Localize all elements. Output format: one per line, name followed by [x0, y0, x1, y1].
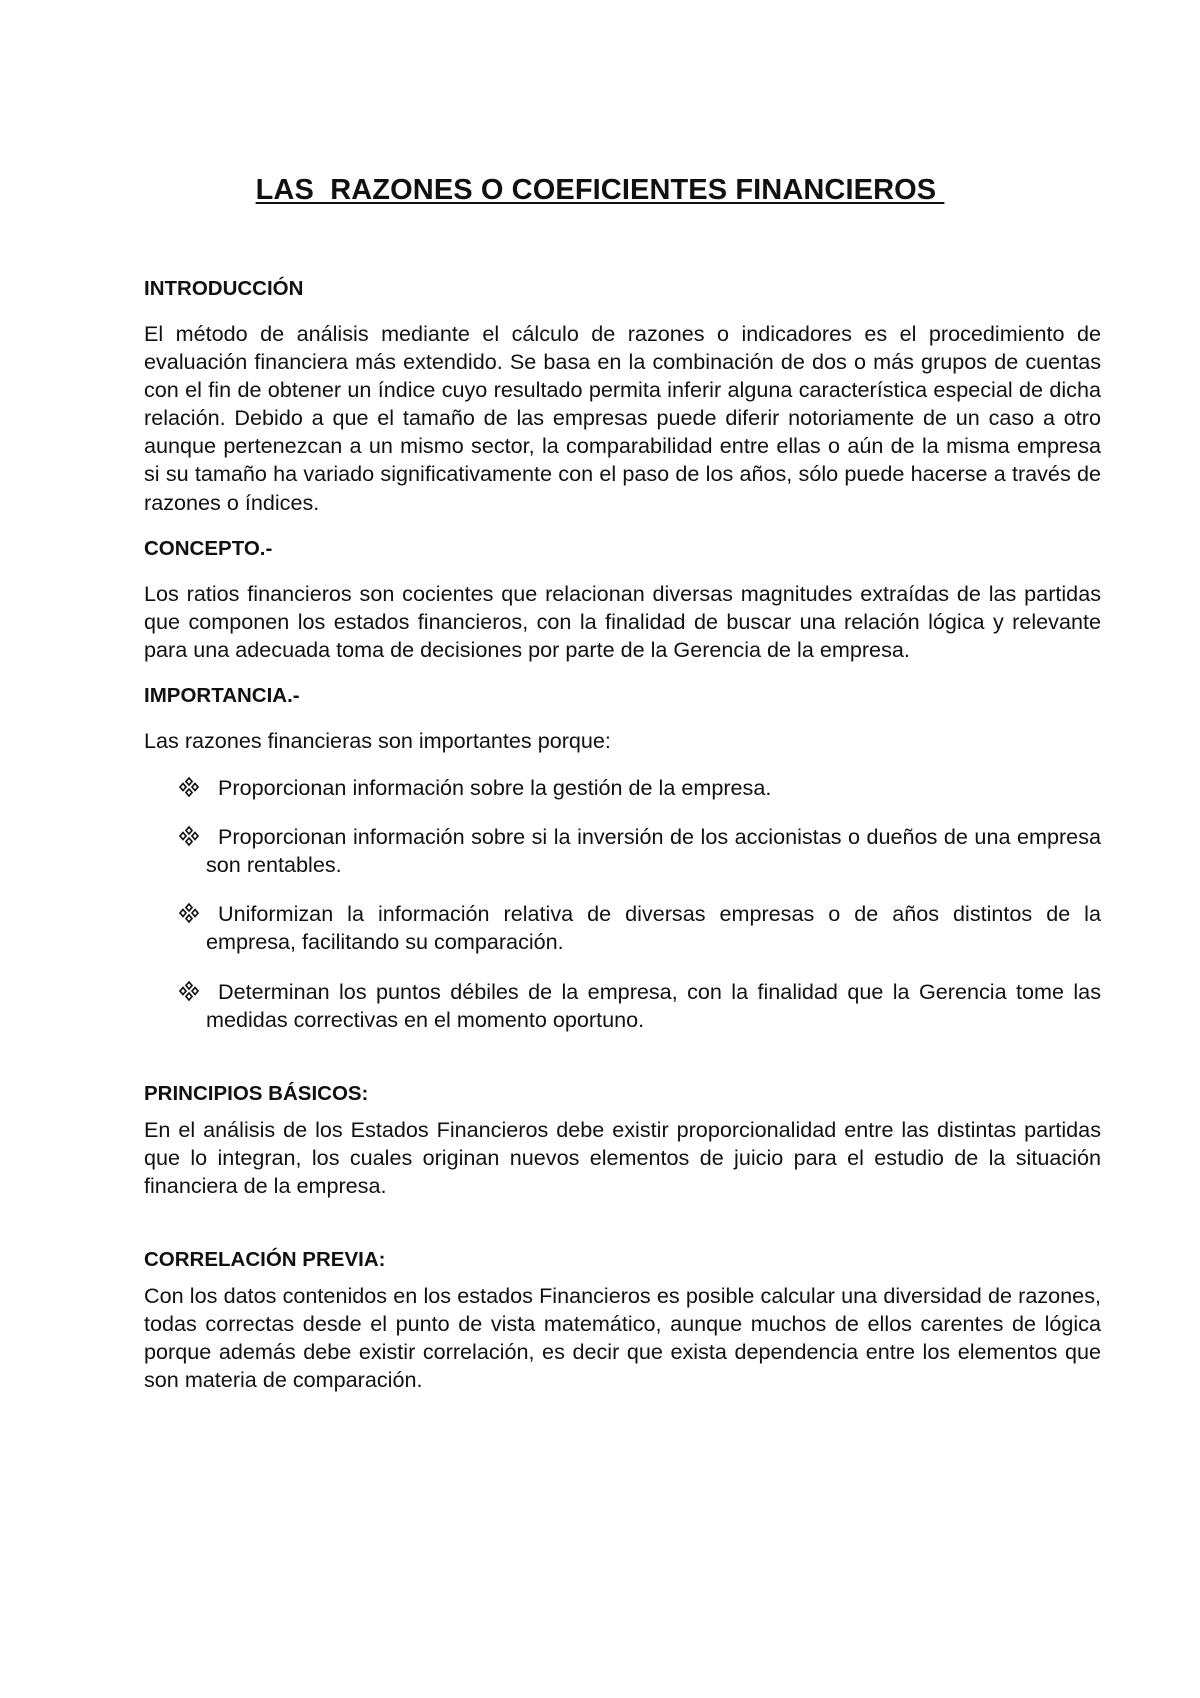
- bullet-text: Proporcionan información sobre la gestión de la empresa.: [218, 775, 772, 801]
- heading-principios: PRINCIPIOS BÁSICOS:: [144, 1081, 369, 1105]
- four-diamond-bullet-icon: [178, 775, 200, 799]
- four-diamond-bullet-icon: [178, 824, 200, 848]
- list-item: [144, 900, 1101, 956]
- bullet-text: Proporcionan información sobre si la inversión de los accionistas o dueños de una empresa son rentables.: [206, 824, 1101, 878]
- paragraph-importancia-intro: Las razones financieras son importantes porque:: [144, 727, 611, 753]
- bullet-text: Determinan los puntos débiles de la empresa, con la finalidad que la Gerencia tome las medidas correctivas en el momento oportuno.: [206, 978, 1101, 1032]
- list-item: [144, 978, 1101, 1034]
- four-diamond-bullet-icon: [178, 901, 200, 925]
- document-body: [144, 275, 1101, 1394]
- paragraph-concepto: Los ratios financieros son cocientes que relacionan diversas magnitudes extraídas de las partidas que componen los estados financieros, con la finalidad de buscar una relación lógica y relevante para una adecuada toma de decisiones por parte de la Gerencia de la empresa.: [144, 580, 1101, 662]
- paragraph-introduccion: El método de análisis mediante el cálculo de razones o indicadores es el procedimiento de evaluación financiera más extendido. Se basa en la combinación de dos o más grupos de cuentas con el fin de obtener un índice cuyo resultado permita inferir alguna característica especial de dicha relación. Debido a que el tamaño de las empresas puede diferir notoriamente de un caso a otro aunque pertenezcan a un mismo sector, la comparabilidad entre ellas o aún de la misma empresa si su tamaño ha variado significativamente con el paso de los años, sólo puede hacerse a través de razones o índices.: [144, 321, 1101, 515]
- paragraph-correlacion: Con los datos contenidos en los estados Financieros es posible calcular una diversidad de razones, todas correctas desde el punto de vista matemático, aunque muchos de ellos carentes de lógica porque además debe existir correlación, es decir que exista dependencia entre los elementos que son materia de comparación.: [144, 1282, 1101, 1393]
- four-diamond-bullet-icon: [178, 979, 200, 1003]
- list-item: [144, 774, 1101, 802]
- document-title: LAS RAZONES O COEFICIENTES FINANCIEROS: [255, 174, 945, 206]
- importancia-bullet-list: [144, 774, 1101, 1034]
- bullet-text: Uniformizan la información relativa de diversas empresas o de años distintos de la empresa, facilitando su comparación.: [206, 901, 1101, 955]
- paragraph-principios: En el análisis de los Estados Financieros debe existir proporcionalidad entre las distintas partidas que lo integran, los cuales originan nuevos elementos de juicio para el estudio de la situación financiera de la empresa.: [144, 1116, 1101, 1198]
- heading-importancia: IMPORTANCIA.-: [144, 683, 300, 707]
- list-item: [144, 823, 1101, 879]
- heading-concepto: CONCEPTO.-: [144, 536, 273, 560]
- heading-introduccion: INTRODUCCIÓN: [144, 277, 304, 300]
- heading-correlacion: CORRELACIÓN PREVIA:: [144, 1247, 386, 1271]
